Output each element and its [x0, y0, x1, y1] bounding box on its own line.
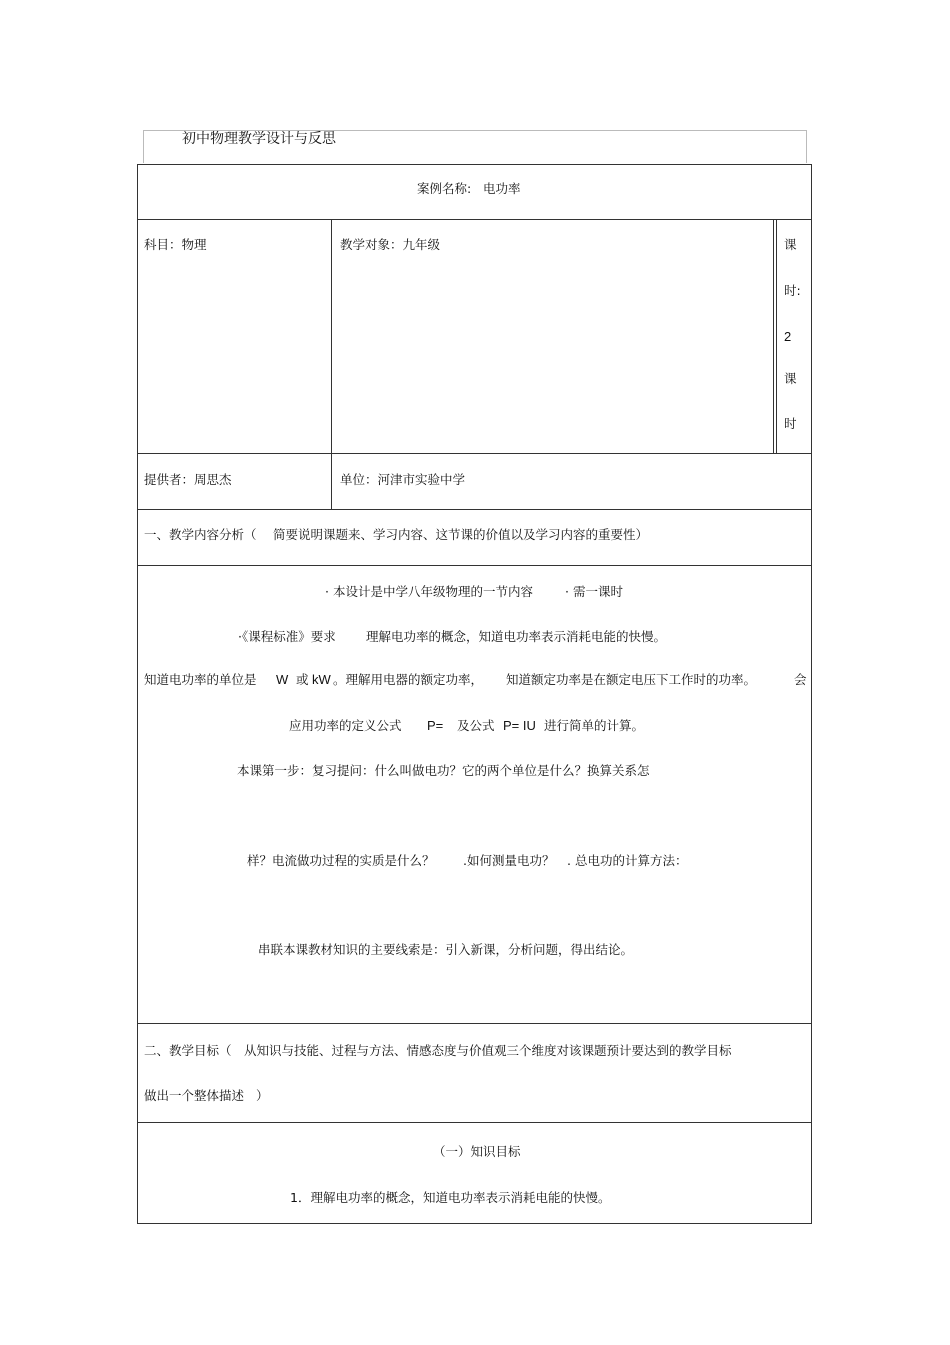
formula-p-iu: P= IU [503, 718, 536, 733]
col-sep-subject [331, 219, 332, 509]
unit-or: 或 [296, 672, 309, 687]
section2-heading-note: 从知识与技能、过程与方法、情感态度与价值观三个维度对该课题预计要达到的教学目标 [244, 1043, 732, 1058]
section1-heading: 一、教学内容分析（ [144, 527, 257, 542]
header-box-left [143, 130, 144, 163]
section2-heading-line2: 做出一个整体描述 [144, 1088, 245, 1103]
content-line-2a: ·《课程标准》要求 [238, 629, 336, 644]
content-line-3c: 知道额定功率是在额定电压下工作时的功率。 [506, 672, 757, 687]
knowledge-goal-item-1: 1．理解电功率的概念，知道电功率表示消耗电能的快慢。 [290, 1190, 611, 1205]
page-title: 初中物理教学设计与反思 [182, 131, 336, 147]
unit-cell: 单位：河津市实验中学 [340, 472, 466, 487]
header-box-right [806, 130, 807, 163]
hours-char-1: 课 [784, 237, 797, 252]
row-sep-6 [137, 1122, 812, 1123]
content-line-7: 串联本课教材知识的主要线索是：引入新课，分析问题，得出结论。 [258, 942, 634, 957]
content-line-4a: 应用功率的定义公式 [289, 718, 402, 733]
table-bottom-border [137, 1223, 812, 1224]
content-line-1a: · 本设计是中学八年级物理的一节内容 [325, 584, 533, 599]
formula-power-definition: P= [427, 718, 444, 733]
content-line-4c: 进行简单的计算。 [544, 718, 645, 733]
table-left-border [137, 164, 138, 1224]
col-sep-hours-inner [776, 219, 777, 453]
row-sep-3 [137, 509, 812, 510]
content-line-5: 本课第一步：复习提问：什么叫做电功？它的两个单位是什么？换算关系怎 [237, 763, 650, 778]
content-line-6a: 样？电流做功过程的实质是什么？ [247, 853, 435, 868]
col-sep-hours [773, 219, 774, 453]
hours-char-2: 时: [784, 283, 801, 298]
section2-heading-close: ） [256, 1088, 269, 1103]
content-line-3d: 会 [794, 672, 807, 687]
section2-heading: 二、教学目标（ [144, 1043, 232, 1058]
audience-cell: 教学对象：九年级 [340, 237, 441, 252]
content-line-3b: 。理解用电器的额定功率， [333, 672, 484, 687]
content-line-6b: .如何测量电功？ [463, 853, 555, 868]
table-right-border [811, 164, 812, 1224]
provider-cell: 提供者：周思杰 [144, 472, 232, 487]
content-line-6c: . 总电功的计算方法： [567, 853, 688, 868]
section1-heading-note: 简要说明课题来、学习内容、这节课的价值以及学习内容的重要性） [273, 527, 649, 542]
hours-char-3: 2 [784, 329, 792, 344]
content-line-2b: 理解电功率的概念，知道电功率表示消耗电能的快慢。 [366, 629, 667, 644]
knowledge-goal-heading: （一）知识目标 [433, 1144, 521, 1159]
unit-w: W [276, 672, 289, 687]
unit-kw: kW [312, 672, 331, 687]
table-top-border [137, 164, 812, 165]
hours-char-5: 时 [784, 416, 797, 431]
row-sep-1 [137, 219, 812, 220]
row-sep-5 [137, 1023, 812, 1024]
row-sep-2 [137, 453, 812, 454]
hours-char-4: 课 [784, 371, 797, 386]
content-line-4b: 及公式 [457, 718, 495, 733]
content-line-1b: · 需一课时 [565, 584, 623, 599]
row-sep-4 [137, 565, 812, 566]
case-name-value: 电功率 [483, 181, 521, 196]
content-line-3a: 知道电功率的单位是 [144, 672, 257, 687]
subject-cell: 科目：物理 [144, 237, 207, 252]
case-name-label: 案例名称: [417, 181, 472, 196]
